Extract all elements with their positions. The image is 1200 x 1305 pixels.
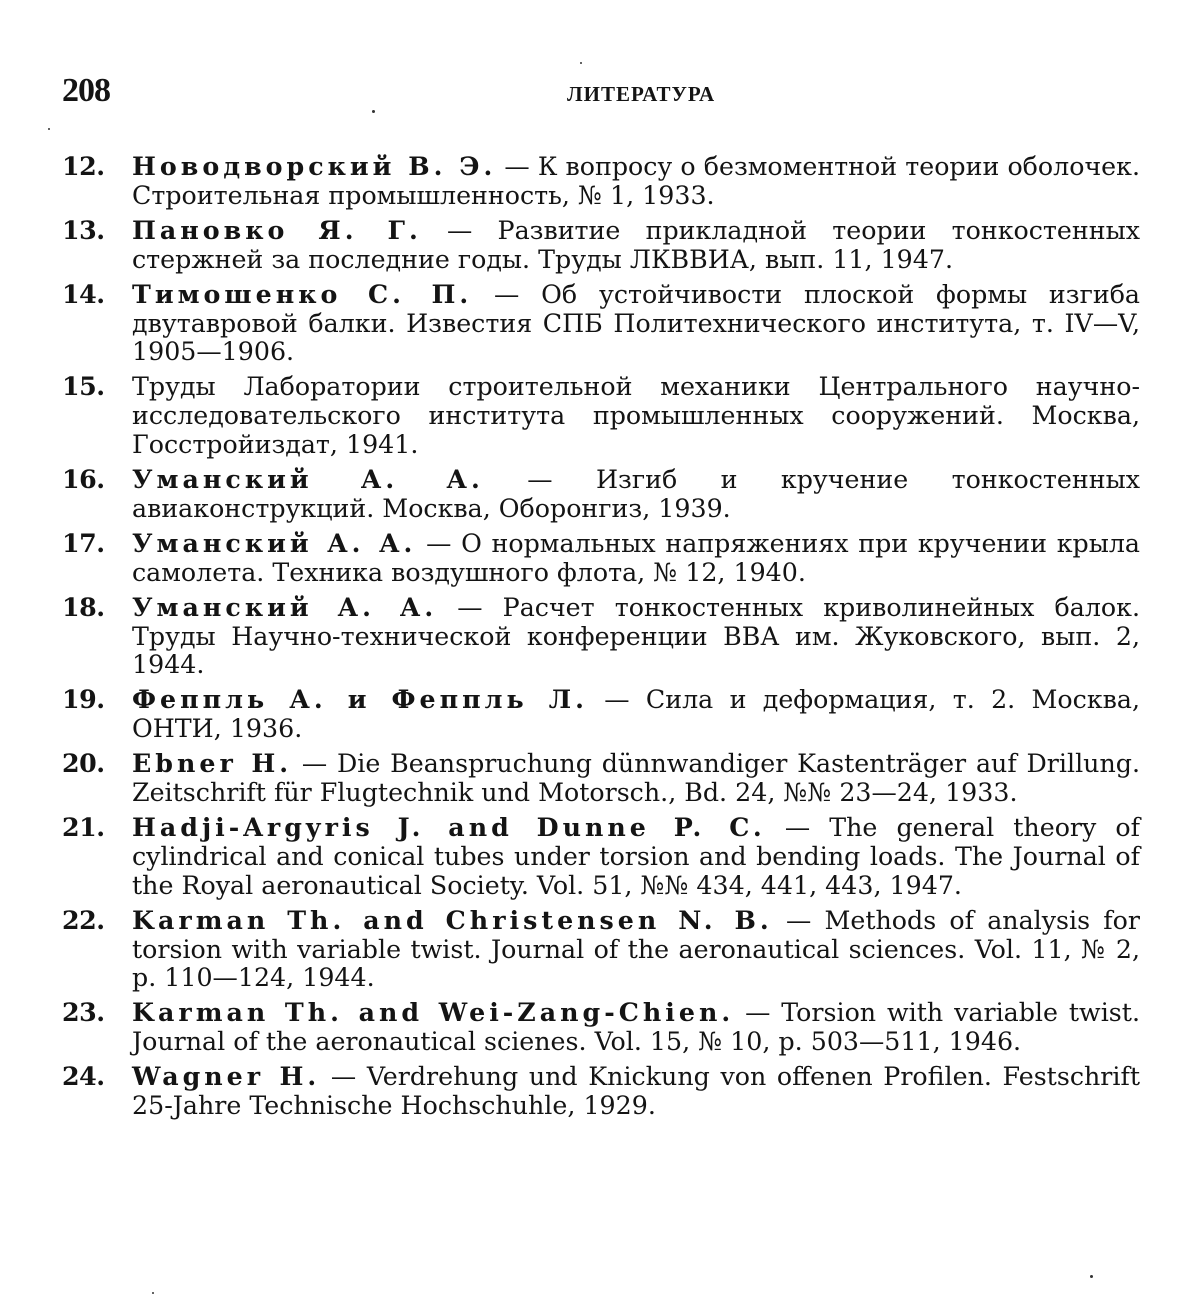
reference-item <box>62 813 1140 900</box>
reference-author: Пановко Я. Г. <box>132 214 422 245</box>
reference-item <box>62 998 1140 1056</box>
reference-author: Karman Th. and Christensen N. B. <box>132 904 773 935</box>
reference-author: Ebner H. <box>132 748 293 779</box>
reference-number: 24. <box>62 1061 105 1092</box>
reference-text: Труды Лаборатории строительной механики Центрального научно-исследовательского института промышленных сооружений. Москва, Госстройиздат, 1941. <box>132 372 1140 459</box>
reference-number: 17. <box>62 527 105 558</box>
reference-number: 22. <box>62 904 105 935</box>
reference-author: Karman Th. and Wei-Zang-Chien. <box>132 997 735 1028</box>
running-head: ЛИТЕРАТУРА <box>567 82 716 106</box>
reference-number: 16. <box>62 464 105 495</box>
reference-author: Уманский А. А. <box>132 464 484 495</box>
scan-speck <box>372 110 375 113</box>
reference-text: — The general theory of cylindrical and conical tubes under torsion and bending loads. The Journal of the Royal aeronautical Society. Vol. 51, №№ 434, 441, 443, 1947. <box>132 813 1140 900</box>
reference-number: 19. <box>62 684 105 715</box>
reference-item <box>62 280 1140 367</box>
reference-text: — Об устойчивости плоской формы изгиба двутавровой балки. Известия СПБ Политехнического института, т. IV—V, 1905—1906. <box>132 279 1141 367</box>
reference-text: — О нормальных напряжениях при кручении крыла самолета. Техника воздушного флота, № 12, 1940. <box>132 528 1140 587</box>
reference-author: Феппль А. и Феппль Л. <box>132 684 588 715</box>
page-header <box>62 72 1142 122</box>
reference-author: Уманский А. А. <box>132 591 438 622</box>
reference-text: — Verdrehung und Knickung von offenen Profilen. Festschrift 25-Jahre Technische Hochschuhle, 1929. <box>132 1062 1140 1121</box>
reference-item <box>62 1062 1140 1120</box>
reference-author: Тимошенко С. П. <box>132 278 473 309</box>
reference-number: 15. <box>62 371 105 402</box>
reference-item <box>62 529 1140 587</box>
reference-number: 23. <box>62 997 105 1028</box>
reference-item <box>62 906 1140 993</box>
scan-speck <box>1090 1275 1093 1278</box>
reference-text: — Сила и деформация, т. 2. Москва, ОНТИ, 1936. <box>132 685 1140 744</box>
reference-number: 18. <box>62 591 105 622</box>
reference-number: 14. <box>62 278 105 309</box>
reference-number: 20. <box>62 748 105 779</box>
reference-author: Уманский А. А. <box>132 527 417 558</box>
reference-text: — Расчет тонкостенных криволинейных балок. Труды Научно-технической конференции ВВА им. Жуковского, вып. 2, 1944. <box>132 592 1140 680</box>
reference-item <box>62 465 1140 523</box>
scan-speck <box>48 128 50 130</box>
reference-text: — Изгиб и кручение тонкостенных авиаконструкций. Москва, Оборонгиз, 1939. <box>132 465 1140 523</box>
reference-author: Wagner H. <box>132 1061 321 1092</box>
page-number: 208 <box>62 72 110 109</box>
reference-item <box>62 372 1140 459</box>
reference-text: — Torsion with variable twist. Journal of the aeronautical scienes. Vol. 15, № 10, p. 503—511, 1946. <box>132 998 1140 1057</box>
scan-speck <box>580 62 582 64</box>
reference-number: 21. <box>62 812 105 843</box>
reference-text: — Развитие прикладной теории тонкостенных стержней за последние годы. Труды ЛКВВИА, вып. 11, 1947. <box>132 215 1140 274</box>
reference-item <box>62 216 1140 274</box>
reference-item <box>62 593 1140 680</box>
reference-text: — Die Beanspruchung dünnwandiger Kastenträger auf Drillung. Zeitschrift für Flugtechnik und Motorsch., Bd. 24, №№ 23—24, 1933. <box>132 749 1140 808</box>
reference-text: — Methods of analysis for torsion with variable twist. Journal of the aeronautical sciences. Vol. 11, № 2, p. 110—124, 1944. <box>132 905 1140 993</box>
reference-item <box>62 685 1140 743</box>
reference-number: 13. <box>62 214 105 245</box>
reference-list <box>62 152 1140 1126</box>
reference-item <box>62 749 1140 807</box>
reference-item <box>62 152 1140 210</box>
reference-author: Hadji-Argyris J. and Dunne P. C. <box>132 812 766 843</box>
reference-text: — К вопросу о безмоментной теории оболочек. Строительная промышленность, № 1, 1933. <box>132 152 1140 210</box>
reference-number: 12. <box>62 151 105 181</box>
scan-speck <box>152 1292 154 1294</box>
reference-author: Новодворский В. Э. <box>132 151 497 181</box>
